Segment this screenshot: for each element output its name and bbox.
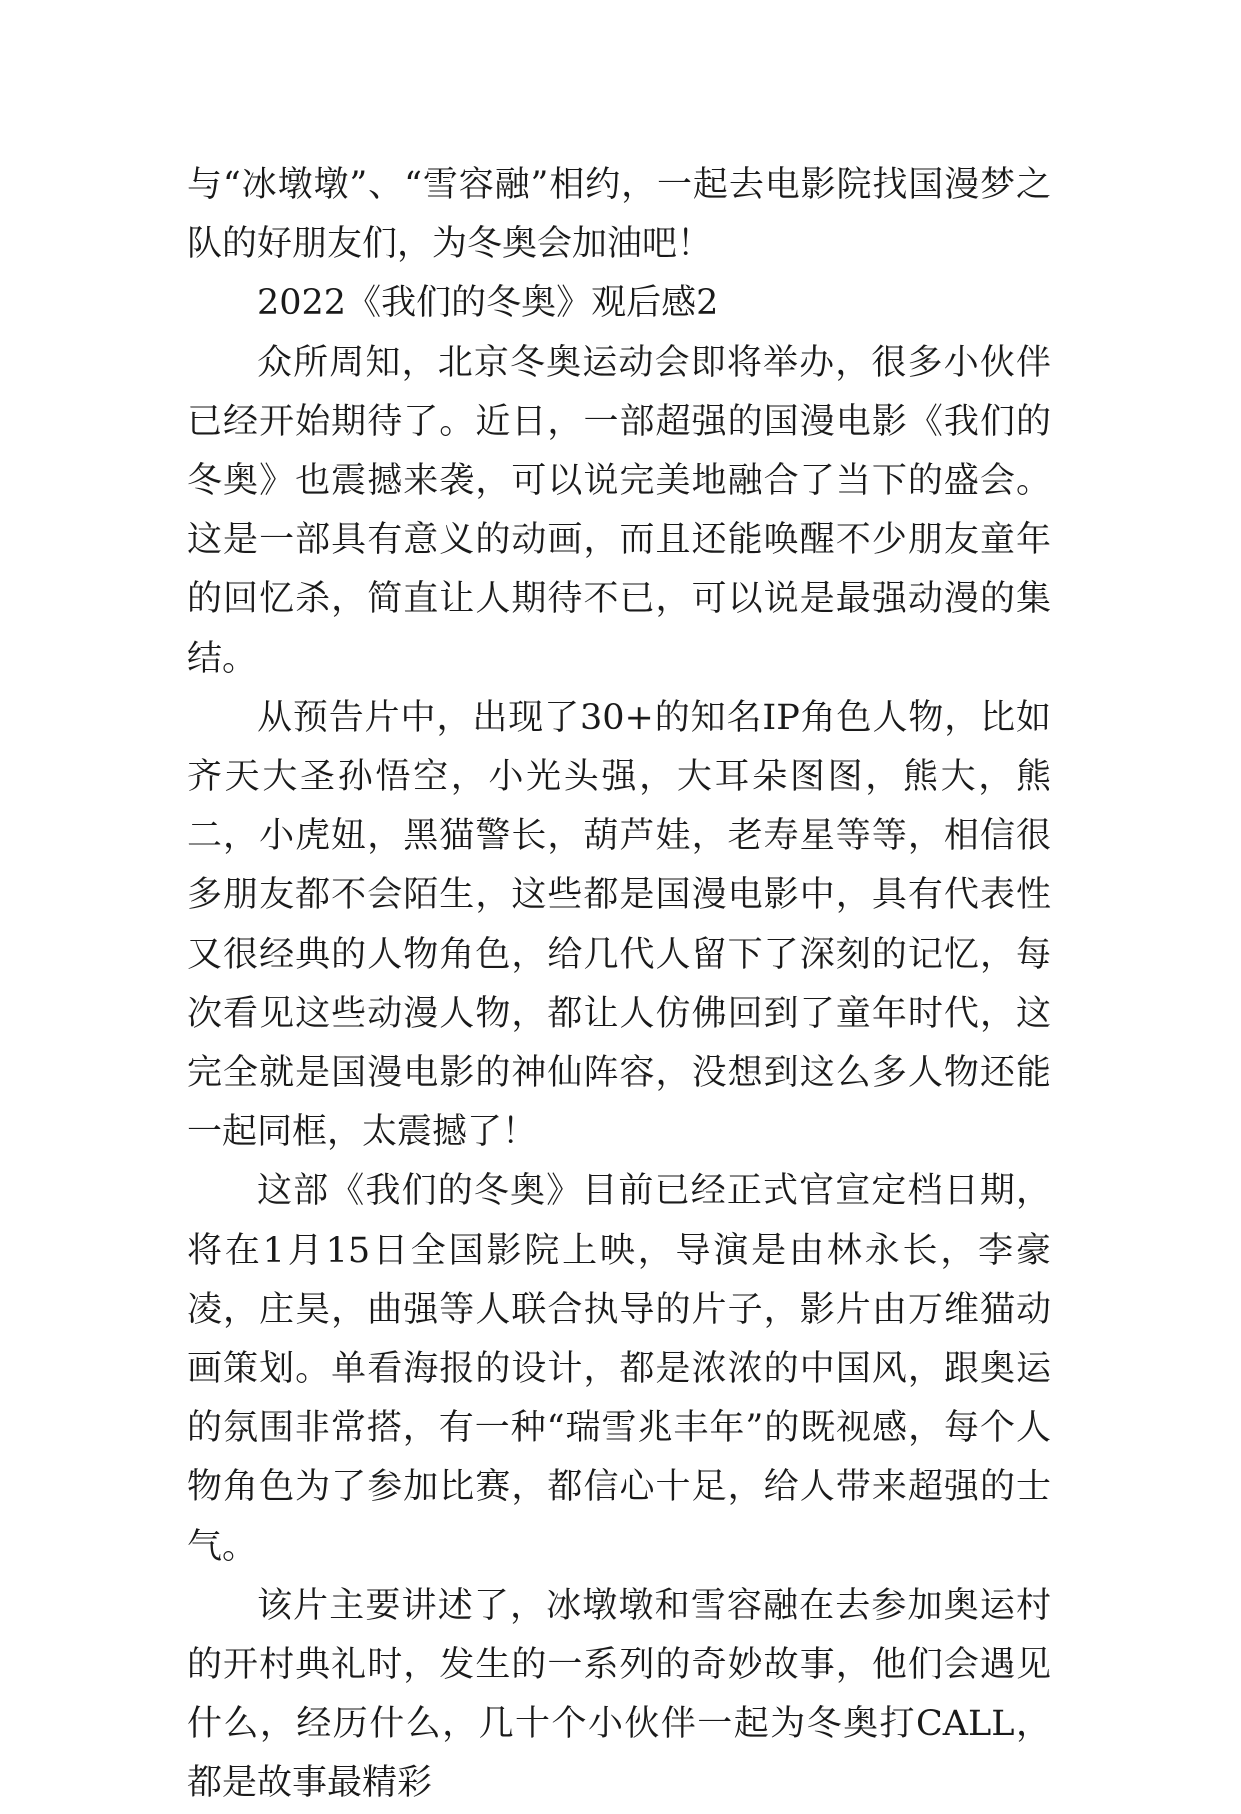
paragraph: 众所周知，北京冬奥运动会即将举办，很多小伙伴已经开始期待了。近日，一部超强的国漫电影《我们的冬奥》也震撼来袭，可以说完美地融合了当下的盛会。这是一部具有意义的动画，而且还能唤醒不少朋友童年的回忆杀，简直让人期待不已，可以说是最强动漫的集结。: [187, 342, 1051, 679]
paragraph: 这部《我们的冬奥》目前已经正式官宣定档日期，将在1月15日全国影院上映，导演是由林永长，李豪凌，庄昊，曲强等人联合执导的片子，影片由万维猫动画策划。单看海报的设计，都是浓浓的中国风，跟奥运的氛围非常搭，有一种“瑞雪兆丰年”的既视感，每个人物角色为了参加比赛，都信心十足，给人带来超强的士气。: [187, 1171, 1051, 1567]
section-heading: 2022《我们的冬奥》观后感2: [257, 283, 719, 324]
paragraph-continuation: 与“冰墩墩”、“雪容融”相约，一起去电影院找国漫梦之队的好朋友们，为冬奥会加油吧！: [187, 165, 1051, 265]
paragraph: 该片主要讲述了，冰墩墩和雪容融在去参加奥运村的开村典礼时，发生的一系列的奇妙故事，他们会遇见什么，经历什么，几十个小伙伴一起为冬奥打CALL，都是故事最精彩: [187, 1585, 1051, 1804]
paragraph: 从预告片中，出现了30+的知名IP角色人物，比如齐天大圣孙悟空，小光头强，大耳朵图图，熊大，熊二，小虎妞，黑猫警长，葫芦娃，老寿星等等，相信很多朋友都不会陌生，这些都是国漫电影中，具有代表性又很经典的人物角色，给几代人留下了深刻的记忆，每次看见这些动漫人物，都让人仿佛回到了童年时代，这完全就是国漫电影的神仙阵容，没想到这么多人物还能一起同框，太震撼了！: [187, 697, 1051, 1153]
text-column: [187, 156, 1051, 1814]
